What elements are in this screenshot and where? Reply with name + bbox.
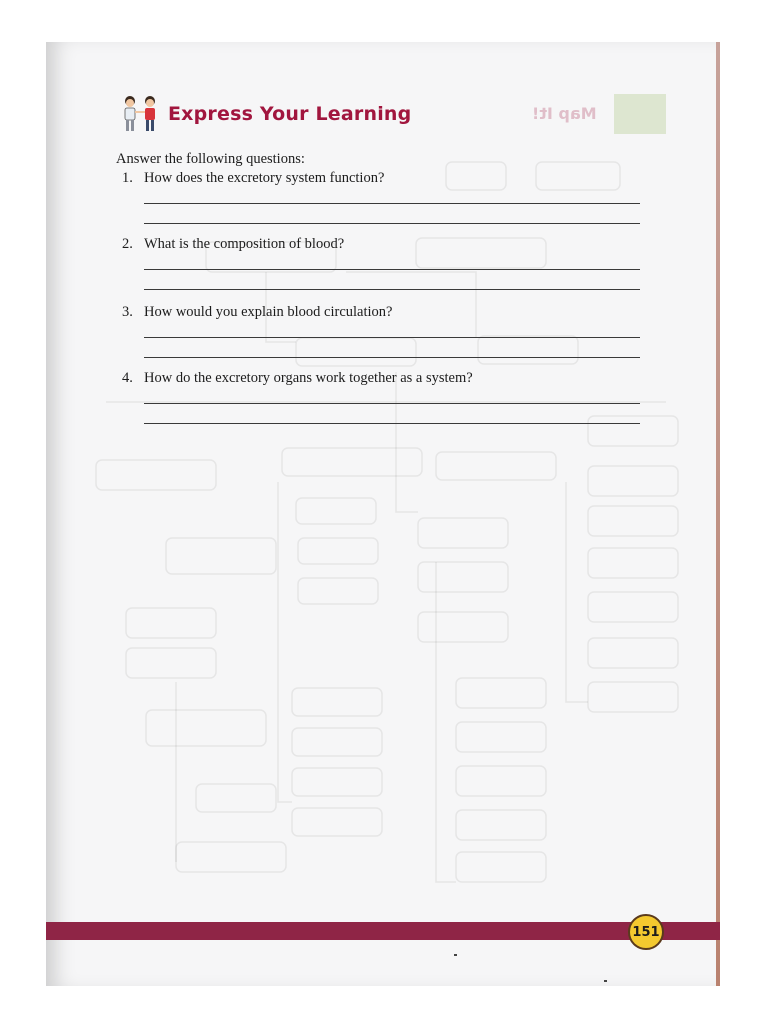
question-text: What is the composition of blood? xyxy=(144,236,345,252)
answer-line xyxy=(144,423,640,424)
question-3 xyxy=(122,304,642,321)
question-number: 3. xyxy=(122,304,133,320)
question-text: How would you explain blood circulation? xyxy=(144,304,393,320)
question-text: How does the excretory system function? xyxy=(144,170,385,186)
speck xyxy=(604,980,607,982)
question-4 xyxy=(122,370,642,387)
section-header xyxy=(118,94,411,134)
answer-line xyxy=(144,403,640,404)
ghost-heading: Map It! xyxy=(532,104,597,123)
kids-icon xyxy=(118,94,164,134)
page-edge xyxy=(716,42,720,986)
question-number: 4. xyxy=(122,370,133,386)
question-number: 1. xyxy=(122,170,133,186)
section-title: Express Your Learning xyxy=(168,103,412,125)
answer-line xyxy=(144,357,640,358)
footer-band xyxy=(46,922,720,940)
speck xyxy=(454,954,457,956)
answer-line xyxy=(144,337,640,338)
question-2 xyxy=(122,236,642,253)
instructions: Answer the following questions: xyxy=(116,151,305,167)
answer-line xyxy=(144,223,640,224)
page-number: 151 xyxy=(628,914,664,950)
ghost-badge xyxy=(614,94,666,134)
question-number: 2. xyxy=(122,236,133,252)
question-text: How do the excretory organs work together as a system? xyxy=(144,370,473,386)
answer-line xyxy=(144,203,640,204)
question-1 xyxy=(122,170,642,187)
answer-line xyxy=(144,269,640,270)
workbook-page xyxy=(46,42,720,986)
answer-line xyxy=(144,289,640,290)
